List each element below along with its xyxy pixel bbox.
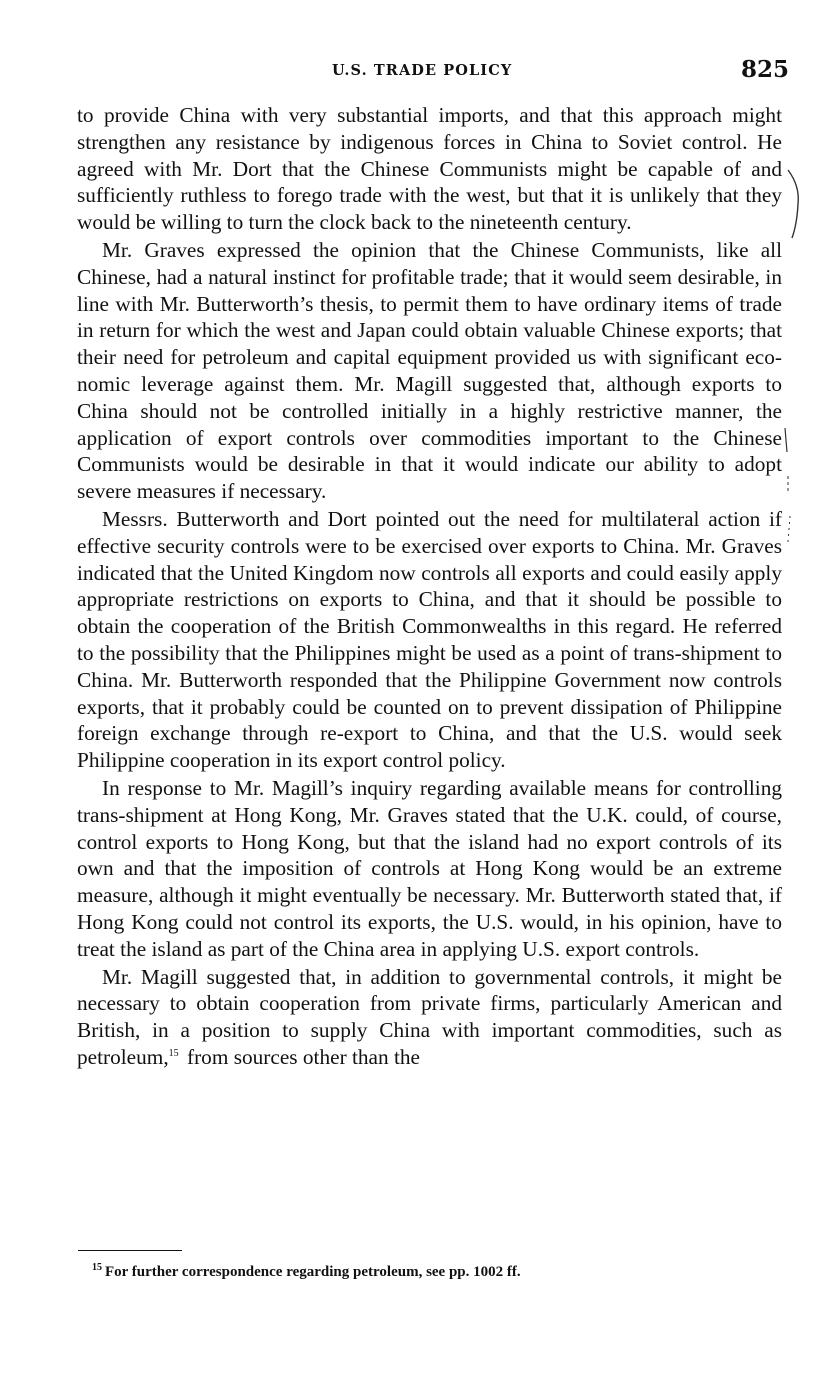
footnote-marker: 15 [92,1262,102,1273]
margin-bracket-mark-2 [782,426,802,546]
footnote-reference: 15 [168,1047,179,1059]
paragraph-4: In response to Mr. Magill’s inquiry regarding available means for controlling trans-shipment at Hong Kong, Mr. Graves stated that the U.K. could, of course, control exports to Hong Kong, but that the island had no export controls of its own and that the imposition of controls at Hong Kong would be an extreme measure, although it might eventually be necessary. Mr. Butterworth stated that, if Hong Kong could not control its exports, the U.S. would, in his opinion, have to treat the island as part of the China area in applying U.S. export controls. [77,775,782,961]
footnote [92,1262,792,1282]
footnote-divider [78,1250,182,1251]
margin-bracket-mark [786,168,806,240]
paragraph-5-tail: from sources other than the [181,1044,421,1069]
paragraph-1: to provide China with very substantial imports, and that this approach might strengthen any resistance by indigenous forces in China to Soviet control. He agreed with Mr. Dort that the Chinese Communists might be capable of and sufficiently ruthless to forego trade with the west, but that it is unlikely that they would be willing to turn the clock back to the nineteenth century. [77,103,782,235]
footnote-text: For further correspondence regarding petroleum, see pp. 1002 ff. [105,1264,521,1280]
paragraph-2: Mr. Graves expressed the opinion that the Chinese Communists, like all Chinese, had a natural instinct for profitable trade; that it would seem desirable, in line with Mr. Butterworth’s thesis, to permit them to have ordinary items of trade in return for which the west and Japan could obtain valuable Chinese exports; that their need for petroleum and capital equipment provided us with significant economic leverage against them. Mr. Magill suggested that, although exports to China should not be controlled initially in a highly restrictive manner, the application of export controls over commodities important to the Chinese Communists would be desirable in that it would indicate our ability to adopt severe measures if necessary. [77,237,782,504]
paragraph-5-text: Mr. Magill suggested that, in addition to governmental controls, it might be necessary to obtain cooperation from private firms, particularly American and British, in a position to supply China with important commodities, such as petroleum, [77,964,782,1069]
page-number: 825 [741,56,790,83]
running-head [0,56,838,86]
paragraph-3: Messrs. Butterworth and Dort pointed out the need for multilateral action if effective security controls were to be exercised over exports to China. Mr. Graves indicated that the United Kingdom now controls all exports and could easily apply appropriate restrictions on exports to China, and that it should be possible to obtain the cooperation of the British Commonwealths in this regard. He referred to the possibility that the Philippines might be used as a point of trans-shipment to China. Mr. Butterworth responded that the Philippine Government now controls exports, that it probably could be counted on to prevent dissipation of Philippine foreign exchange through re-export to China, and that the U.S. would seek Philippine cooperation in its export control policy. [77,506,782,773]
paragraph-5 [77,964,782,1071]
body-text [77,102,782,1072]
running-title: U.S. TRADE POLICY [332,62,513,79]
